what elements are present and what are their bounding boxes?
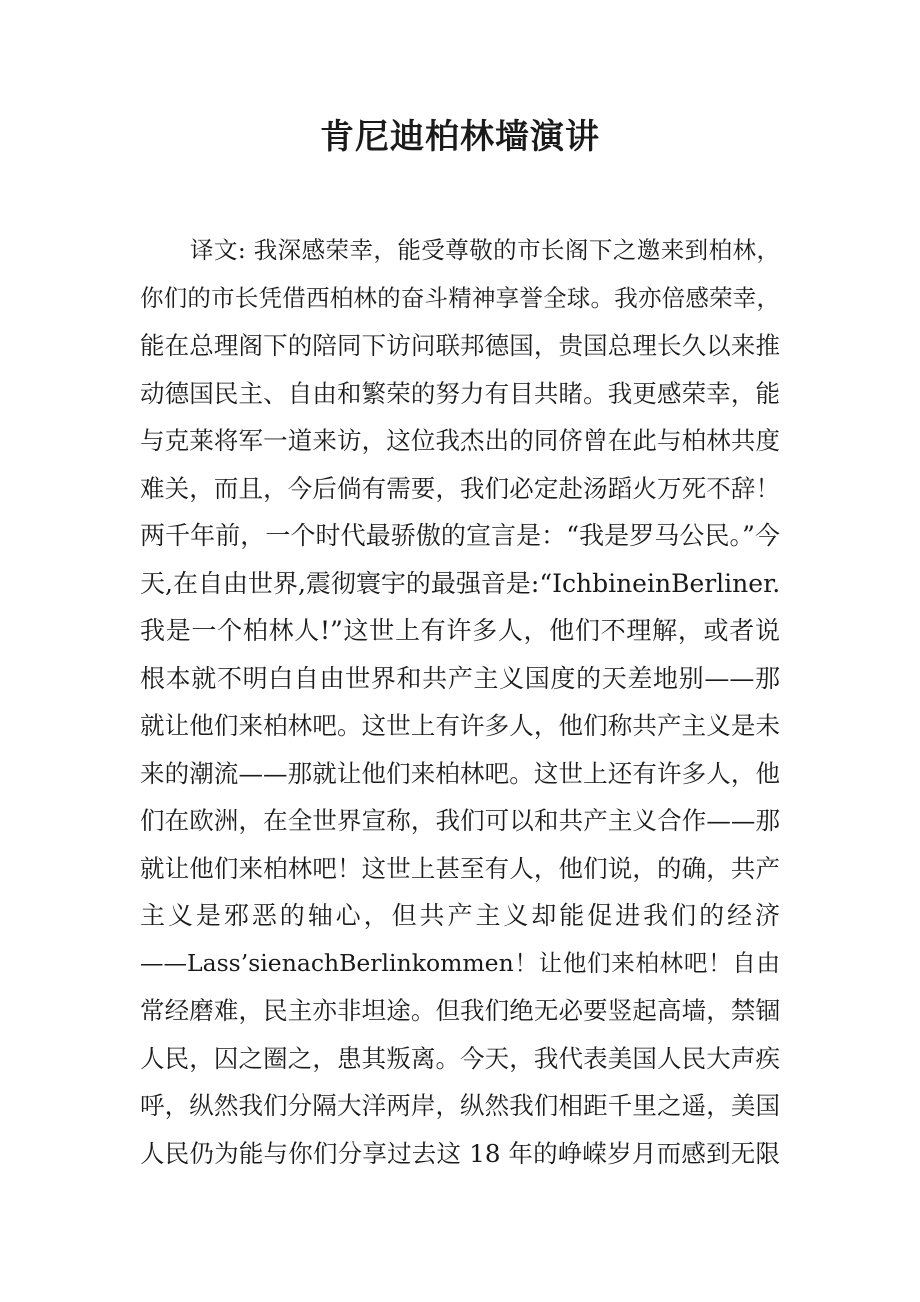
body-line: 们在欧洲，在全世界宣称，我们可以和共产主义合作——那 (140, 806, 780, 835)
document-body (140, 227, 780, 1177)
body-line: 你们的市长凭借西柏林的奋斗精神享誉全球。我亦倍感荣幸， (140, 283, 780, 312)
body-line: 人民仍为能与你们分享过去这 18 年的峥嵘岁月而感到无限 (140, 1138, 780, 1168)
body-line: 常经磨难，民主亦非坦途。但我们绝无必要竖起高墙，禁锢 (140, 996, 780, 1025)
body-line: 根本就不明白自由世界和共产主义国度的天差地别——那 (140, 663, 780, 693)
body-line: 译文: 我深感荣幸，能受尊敬的市长阁下之邀来到柏林， (190, 236, 780, 264)
body-line: 主义是邪恶的轴心，但共产主义却能促进我们的经济 (140, 901, 780, 930)
body-line: 能在总理阁下的陪同下访问联邦德国，贵国总理长久以来推 (140, 331, 780, 360)
body-line: 呼，纵然我们分隔大洋两岸，纵然我们相距千里之遥，美国 (140, 1091, 780, 1120)
body-line: 就让他们来柏林吧。这世上有许多人，他们称共产主义是未 (140, 711, 780, 740)
body-line: ——Lass’sienachBerlinkommen！让他们来柏林吧！自由 (140, 948, 780, 977)
document-title: 肯尼迪柏林墙演讲 (320, 117, 600, 157)
body-line: 人民，囚之圈之，患其叛离。今天，我代表美国人民大声疾 (140, 1043, 780, 1073)
body-line: 两千年前，一个时代最骄傲的宣言是：“我是罗马公民。”今 (140, 521, 780, 550)
body-line: 我是一个柏林人!”这世上有许多人，他们不理解，或者说 (140, 616, 780, 645)
body-line: 来的潮流——那就让他们来柏林吧。这世上还有许多人，他 (140, 758, 780, 788)
body-line: 就让他们来柏林吧！这世上甚至有人，他们说，的确，共产 (140, 853, 780, 883)
body-line: 动德国民主、自由和繁荣的努力有目共睹。我更感荣幸，能 (140, 378, 780, 408)
body-line: 与克莱将军一道来访，这位我杰出的同侪曾在此与柏林共度 (140, 426, 780, 455)
body-line: 天,在自由世界,震彻寰宇的最强音是:“IchbineinBerliner. (140, 568, 781, 598)
body-line: 难关，而且，今后倘有需要，我们必定赴汤蹈火万死不辞！ (140, 473, 780, 503)
